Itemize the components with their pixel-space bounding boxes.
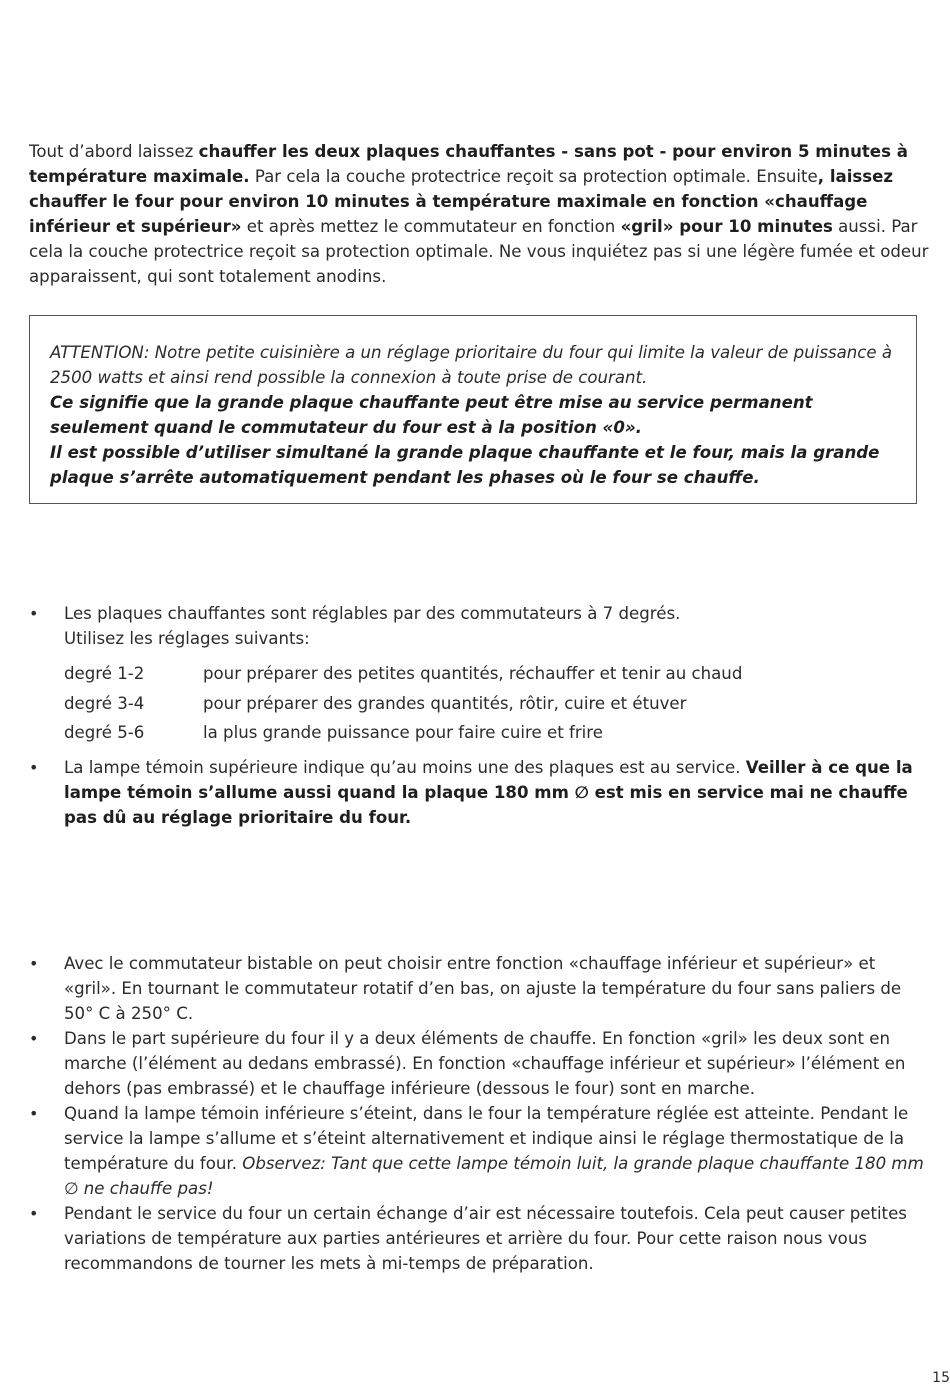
list-item bbox=[29, 755, 929, 830]
level-row bbox=[64, 718, 929, 748]
level-row bbox=[64, 689, 929, 719]
level-degree: degré 1-2 bbox=[64, 664, 145, 683]
attention-bold-1-text: Ce signifie que la grande plaque chauffante peut être mise au service permanent seulement quand le commutateur du four est à la position «0». bbox=[50, 393, 813, 437]
plates-line-1: • Les plaques chauffantes sont réglables par des commutateurs à 7 degrés. bbox=[64, 604, 681, 623]
oven-list bbox=[29, 951, 929, 1276]
list-item: • Dans le part supérieure du four il y a deux éléments de chauffe. En fonction «gril» les deux sont en marche (l’élément au dedans embrassé). En fonction «chauffage inférieur et supérieur» l’élément en dehors (pas embrassé) et le chauffage inférieure (dessous le four) sont en marche. bbox=[29, 1026, 929, 1101]
attention-bold-1 bbox=[50, 390, 916, 440]
attention-label: ATTENTION: bbox=[50, 343, 150, 362]
levels-table bbox=[64, 659, 929, 748]
lamp-text: La lampe témoin supérieure indique qu’au moins une des plaques est au service. bbox=[64, 757, 746, 777]
plates-list bbox=[29, 601, 929, 830]
level-desc: pour préparer des petites quantités, réchauffer et tenir au chaud bbox=[203, 664, 743, 683]
intro-bold-3: «gril» pour 10 minutes bbox=[620, 217, 833, 236]
oven-lamp-note: Observez: Tant que cette lampe témoin luit, la grande plaque chauffante 180 mm ∅ ne chauffe pas! bbox=[64, 1154, 924, 1198]
intro-text-1: Tout d’abord laissez bbox=[29, 142, 199, 161]
intro-bold-1: chauffer les deux plaques chauffantes - sans pot - pour environ 5 minutes à température maximale. bbox=[29, 142, 908, 186]
level-degree: degré 3-4 bbox=[64, 693, 145, 713]
intro-text-3: et après mettez le commutateur en fonction bbox=[241, 217, 621, 236]
level-desc: la plus grande puissance pour faire cuire et frire bbox=[203, 723, 603, 742]
level-desc: pour préparer des grandes quantités, rôtir, cuire et étuver bbox=[203, 693, 687, 713]
level-row bbox=[64, 659, 929, 689]
intro-paragraph bbox=[29, 139, 929, 289]
list-item: • Avec le commutateur bistable on peut choisir entre fonction «chauffage inférieur et supérieur» et «gril». En tournant le commutateur rotatif d’en bas, on ajuste la température du four sans paliers de 50° C à 250° C. bbox=[29, 951, 929, 1026]
intro-text-2: Par cela la couche protectrice reçoit sa protection optimale. Ensuite bbox=[249, 167, 818, 186]
attention-bold-2 bbox=[50, 440, 916, 490]
lamp-bold: Veiller à ce que la lampe témoin s’allume aussi quand la plaque 180 mm ∅ est mis en service mai ne chauffe pas dû au réglage prioritaire du four. bbox=[64, 757, 913, 827]
attention-bold-2-text: Il est possible d’utiliser simultané la grande plaque chauffante et le four, mais la grande plaque s’arrête automatiquement pendant les phases où le four se chauffe. bbox=[50, 443, 880, 487]
intro-text-4: aussi. Par cela la couche protectrice reçoit sa protection optimale. Ne vous inquiétez pas si une légère fumée et odeur apparaissent, qui sont totalement anodins. bbox=[29, 217, 929, 286]
plates-line-2: Utilisez les réglages suivants: bbox=[64, 629, 310, 648]
list-item bbox=[29, 601, 929, 651]
attention-text: Notre petite cuisinière a un réglage prioritaire du four qui limite la valeur de puissance à 2500 watts et ainsi rend possible la connexion à toute prise de courant. bbox=[50, 343, 893, 387]
oven-lamp-text: Quand la lampe témoin inférieure s’éteint, dans le four la température réglée est atteinte. Pendant le service la lampe s’allume et s’éteint alternativement et indique ainsi le réglage thermostatique de la température du four. bbox=[64, 1104, 909, 1173]
list-item bbox=[29, 1101, 929, 1201]
page-number: 15 bbox=[932, 1370, 950, 1386]
list-item: • Pendant le service du four un certain échange d’air est nécessaire toutefois. Cela peut causer petites variations de température aux parties antérieures et arrière du four. Pour cette raison nous vous recommandons de tourner les mets à mi-temps de préparation. bbox=[29, 1201, 929, 1276]
intro-bold-2: , laissez chauffer le four pour environ 10 minutes à température maximale en fonction «chauffage inférieur et supérieur» bbox=[29, 167, 894, 236]
level-degree: degré 5-6 bbox=[64, 723, 145, 742]
attention-box bbox=[29, 315, 917, 504]
attention-intro bbox=[50, 340, 916, 390]
